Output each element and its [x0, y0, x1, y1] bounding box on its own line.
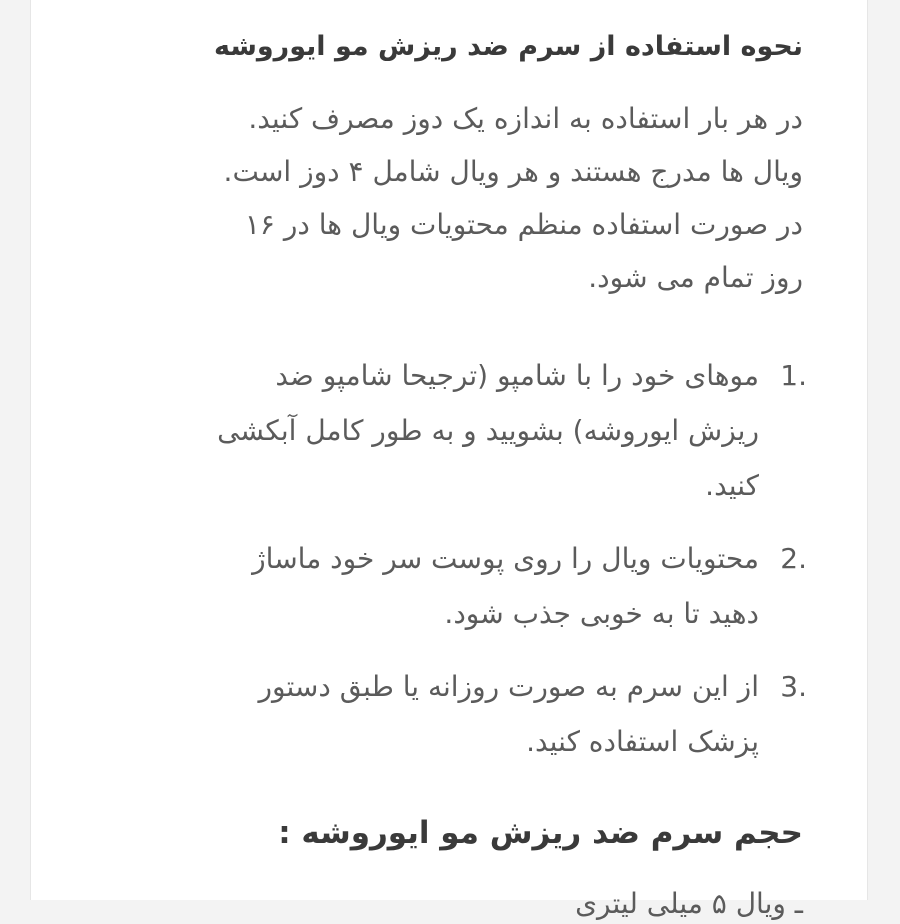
- step-line: موهای خود را با شامپو (ترجیحا شامپو ضد: [275, 359, 759, 392]
- step-line: محتویات ویال را روی پوست سر خود ماساژ: [252, 542, 759, 575]
- volume-list-item: ـ ویال ۵ میلی لیتری: [575, 887, 803, 920]
- intro-line: در هر بار استفاده به اندازه یک دوز مصرف کنید.: [248, 102, 803, 135]
- step-number: 2.: [780, 542, 807, 575]
- step-line: پزشک استفاده کنید.: [526, 725, 759, 758]
- usage-steps-list: [103, 348, 807, 787]
- usage-section-title: نحوه استفاده از سرم ضد ریزش مو ایوروشه: [213, 31, 803, 62]
- step-line: از این سرم به صورت روزانه یا طبق دستور: [258, 670, 759, 703]
- step-line: کنید.: [705, 469, 759, 502]
- step-line: دهید تا به خوبی جذب شود.: [444, 597, 759, 630]
- step-line: ریزش ایوروشه) بشویید و به طور کامل آبکشی: [217, 414, 759, 447]
- usage-intro-paragraph: [103, 92, 803, 304]
- intro-line: روز تمام می شود.: [588, 261, 803, 294]
- usage-step-1: [103, 348, 807, 513]
- usage-step-2: [103, 531, 807, 641]
- step-number: 3.: [780, 670, 807, 703]
- usage-step-3: [103, 659, 807, 769]
- intro-line: در صورت استفاده منظم محتویات ویال ها در ۱۶: [244, 208, 803, 241]
- volume-section-title: حجم سرم ضد ریزش مو ایوروشه :: [278, 815, 803, 851]
- step-number: 1.: [780, 359, 807, 392]
- intro-line: ویال ها مدرج هستند و هر ویال شامل ۴ دوز است.: [223, 155, 803, 188]
- article-card: [30, 0, 868, 920]
